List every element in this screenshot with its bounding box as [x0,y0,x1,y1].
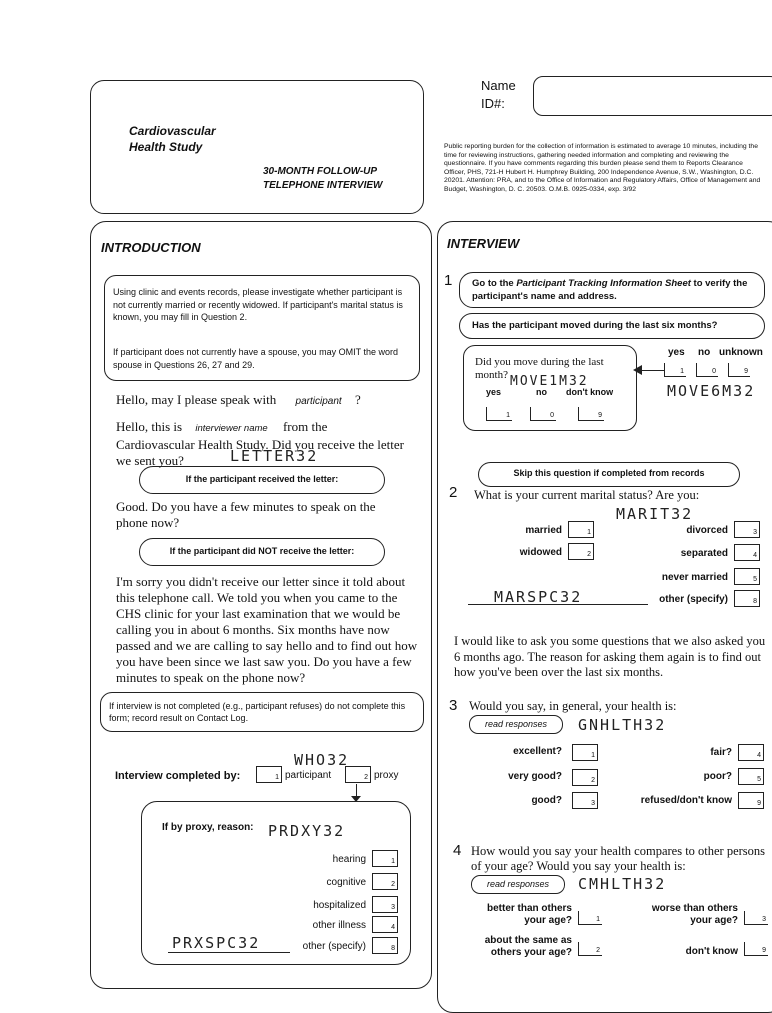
greeting [116,392,361,408]
proxy-reason-hospitalized-checkbox[interactable]: 3 [372,896,398,913]
proxy-reason-other-illness-label: other illness [312,920,366,931]
q2-widowed-label: widowed [519,547,562,558]
q1-moved-question: Has the participant moved during the last six months? [472,320,718,331]
interview-title: 30-MONTH FOLLOW-UP TELEPHONE INTERVIEW [263,166,383,191]
q1-sub-dontknow-label: don't know [566,387,614,397]
q3-refused-checkbox[interactable]: 9 [738,792,764,809]
q2-married-label: married [525,525,562,536]
q1-instruction-text [472,278,762,303]
q4-better-label: better than others your age? [486,903,572,926]
q3-poor-label: poor? [703,771,732,782]
q1-number: 1 [444,272,453,289]
not-completed-note: If interview is not completed (e.g., participant refuses) do not complete this form; record result on Contact Log. [109,701,406,723]
burden-notice: Public reporting burden for the collection of information is estimated to average 10 minutes, including the time for reviewing instructions, gathering needed information and completing and reviewing the questionnaire. If you have comments regarding this burden please send them to Reports Clearance Officer, PHS, 721-H Hubert H. Humphrey Building, 200 Independence Avenue, S.W., Washington, D.C. 20201. Attention: PRA, and to the Office of Information and Regulatory Affairs, Office of Management and Budget, Washington, D. C. 20503. O.M.B. 0925-0334, exp. 3/92 [444,143,761,193]
q2-married-checkbox[interactable]: 1 [568,521,594,538]
name-id-field[interactable] [533,76,772,116]
q2-other-specify-label: other (specify) [659,594,728,605]
q3-excellent-label: excellent? [513,746,562,757]
q1-instruction-pill [459,272,765,308]
q1-yes-checkbox[interactable]: 1 [664,363,686,377]
greeting-post: ? [354,392,361,407]
q1-instruction-pre: Go to the [472,278,514,289]
q3-poor-checkbox[interactable]: 5 [738,768,764,785]
skip-text: Skip this question if completed from records [513,468,705,478]
not-completed-box [100,692,424,732]
proxy-reason-other-specify-checkbox[interactable]: 8 [372,937,398,954]
participant-checkbox[interactable]: 1 [256,766,282,783]
good-text: Good. Do you have a few minutes to speak on the phone now? [116,499,376,530]
q3-fair-label: fair? [710,747,732,758]
q1-moved-pill [459,313,765,339]
intro-instructions-box [104,275,420,381]
intro-instructions-1: Using clinic and events records, please investigate whether participant is not currently married or recently widowed. If participant's marital status is known, you may fill in Question 2. [113,287,403,322]
interviewer-name: interviewer name [195,423,268,434]
q4-code: CMHLTH32 [578,875,667,893]
who-code: WHO32 [294,751,350,769]
participant-option-label: participant [285,770,332,781]
q2-divorced-label: divorced [686,525,728,536]
this-is-pre: Hello, this is [116,419,183,434]
letter-code: LETTER32 [230,447,319,465]
q4-read-responses-pill [471,875,565,894]
interview-panel [437,221,772,1013]
q1-instruction-post: to verify the participant's name and address. [472,278,748,302]
study-title-box [90,80,424,214]
q2-never-married-checkbox[interactable]: 5 [734,568,760,585]
completed-by-label: Interview completed by: [115,770,241,782]
q3-read-responses-pill [469,715,563,734]
proxy-reason-other-specify-label: other (specify) [302,941,366,952]
q2-specify-code: MARSPC32 [494,588,583,606]
this-is-post: from the Cardiovascular Health Study. Did you receive the letter we sent you? [116,419,404,468]
q1-no-label: no [698,347,711,358]
greeting-pre: Hello, may I please speak with [116,392,277,407]
q3-code: GNHLTH32 [578,716,667,734]
q1-no-checkbox[interactable]: 0 [696,363,718,377]
q1-sub-code: MOVE1M32 [510,374,589,389]
q4-worse-label: worse than others your age? [651,903,738,926]
proxy-specify-line[interactable] [168,952,290,953]
q1-sub-question: Did you move during the last month? [475,356,604,381]
q2-code: MARIT32 [616,505,694,523]
not-received-text: If the participant did NOT receive the letter: [169,546,355,556]
q3-good-label: good? [531,795,562,806]
q1-sub-box [463,345,637,431]
transition-text: I would like to ask you some questions that we also asked you 6 months ago. The reason for asking them again is to find out how you've been over the last six months. [454,634,766,679]
q1-sub-yes-checkbox[interactable]: 1 [486,407,512,421]
proxy-reason-hearing-checkbox[interactable]: 1 [372,850,398,867]
sorry-text: I'm sorry you didn't receive our letter since it told about this telephone call. We told you when you came to the CHS clinic for your last examination that we would be calling you in about 6 months. Six months have now passed and we are calling to say hello and to find out how you have been since we last saw you. Do you have a few minutes to speak on the phone now? [116,574,418,685]
q2-never-married-label: never married [661,572,728,583]
name-label: Name [481,78,516,93]
q2-separated-label: separated [680,548,728,559]
proxy-reason-cognitive-label: cognitive [326,877,366,888]
proxy-reason-hospitalized-label: hospitalized [313,900,366,911]
received-letter-text: If the participant received the letter: [185,474,339,484]
q2-other-specify-checkbox[interactable]: 8 [734,590,760,607]
q1-sub-no-checkbox[interactable]: 0 [530,407,556,421]
q2-divorced-checkbox[interactable]: 3 [734,521,760,538]
q3-fair-checkbox[interactable]: 4 [738,744,764,761]
proxy-checkbox[interactable]: 2 [345,766,371,783]
q1-yes-label: yes [668,347,685,358]
q4-number: 4 [453,842,462,859]
received-letter-pill [139,466,385,494]
q4-dk-checkbox[interactable]: 9 [744,942,768,956]
proxy-option-label: proxy [374,770,399,781]
q1-sub-no-label: no [536,387,547,397]
q2-widowed-checkbox[interactable]: 2 [568,543,594,560]
q4-dk-label: don't know [685,946,738,957]
proxy-reason-label: If by proxy, reason: [162,822,254,833]
skip-pill [478,462,740,487]
q4-read-responses-text: read responses [486,879,550,889]
study-title: Cardiovascular Health Study [129,124,216,154]
proxy-code: PRDXY32 [268,822,346,840]
q1-unknown-label: unknown [719,347,763,358]
q3-good-checkbox[interactable]: 3 [572,792,598,809]
q3-very-good-checkbox[interactable]: 2 [572,769,598,786]
q2-question: What is your current marital status? Are you: [474,488,700,502]
q1-sub-yes-label: yes [486,387,502,397]
q1-unknown-checkbox[interactable]: 9 [728,363,750,377]
q3-very-good-label: very good? [508,771,562,782]
proxy-specify-code: PRXSPC32 [172,934,261,952]
id-label: ID#: [481,96,505,111]
proxy-reason-cognitive-checkbox[interactable]: 2 [372,873,398,890]
q3-question: Would you say, in general, your health is: [469,699,677,713]
introduction-heading: INTRODUCTION [101,240,201,255]
not-received-pill [139,538,385,566]
greeting-participant: participant [295,396,342,407]
q3-read-responses-text: read responses [484,719,548,729]
intro-instructions-2: If participant does not currently have a spouse, you may OMIT the word spouse in Questions 26, 27 and 29. [113,347,398,370]
q4-better-checkbox[interactable]: 1 [578,911,602,925]
q4-worse-checkbox[interactable]: 3 [744,911,768,925]
q1-code: MOVE6M32 [667,382,756,400]
q4-same-checkbox[interactable]: 2 [578,942,602,956]
q1-instruction-em: Participant Tracking Information Sheet [516,278,691,289]
q3-excellent-checkbox[interactable]: 1 [572,744,598,761]
proxy-reason-other-illness-checkbox[interactable]: 4 [372,916,398,933]
proxy-reason-box [141,801,411,965]
q2-specify-line[interactable] [468,604,648,605]
proxy-reason-hearing-label: hearing [332,854,366,865]
q4-same-label: about the same as others your age? [484,935,572,958]
q2-separated-checkbox[interactable]: 4 [734,544,760,561]
q3-refused-label: refused/don't know [640,795,732,806]
q1-sub-dontknow-checkbox[interactable]: 9 [578,407,604,421]
q1-arrow-line [642,370,664,371]
q4-question: How would you say your health compares to other persons of your age? Would you say your health is: [471,844,766,873]
interview-heading: INTERVIEW [447,236,520,251]
q3-number: 3 [449,697,458,714]
q2-number: 2 [449,484,458,501]
